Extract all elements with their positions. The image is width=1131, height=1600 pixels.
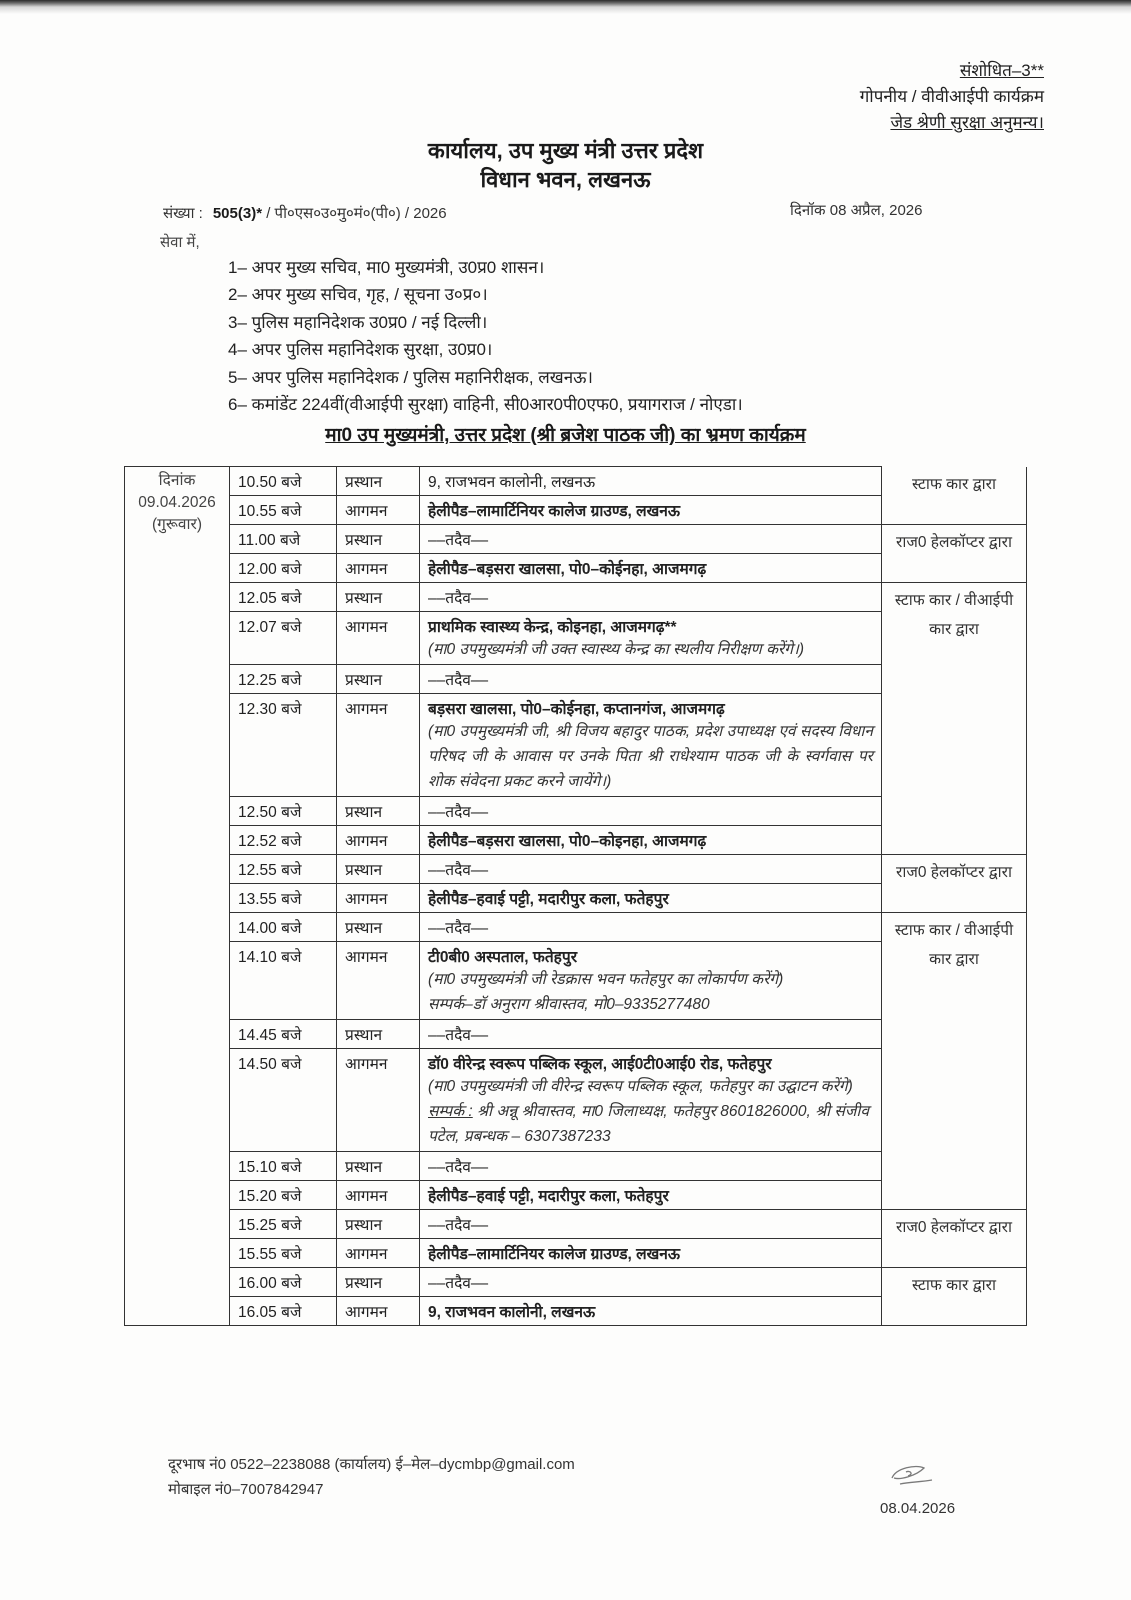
movement-type-cell: आगमन	[337, 554, 420, 583]
program-note: (मा0 उपमुख्यमंत्री जी उक्त स्वास्थ्य केन्द्र का स्थलीय निरीक्षण करेंगे।)	[428, 641, 805, 658]
schedule-table	[124, 466, 1027, 1326]
place-name: ––तदैव––	[428, 920, 489, 937]
place-cell	[420, 913, 882, 942]
movement-type-cell: प्रस्थान	[337, 855, 420, 884]
place-cell	[420, 1152, 882, 1181]
schedule-row	[125, 1268, 1027, 1297]
time-cell: 15.55 बजे	[230, 1239, 337, 1268]
place-cell	[420, 855, 882, 884]
movement-type-cell: प्रस्थान	[337, 525, 420, 554]
place-cell	[420, 583, 882, 612]
movement-type-cell: आगमन	[337, 826, 420, 855]
schedule-row	[125, 1210, 1027, 1239]
visit-day: (गुरूवार)	[151, 516, 203, 533]
place-cell	[420, 1239, 882, 1268]
place-cell	[420, 665, 882, 694]
letter-date: दिनॉक 08 अप्रैल, 2026	[790, 202, 923, 219]
movement-type-cell: प्रस्थान	[337, 1268, 420, 1297]
reference-code: / पी०एस०उ०मु०मं०(पी०) / 2026	[262, 205, 447, 222]
time-cell: 16.00 बजे	[230, 1268, 337, 1297]
recipient-item: 4– अपर पुलिस महानिदेशक सुरक्षा, उ0प्र0।	[228, 340, 493, 360]
place-name: ––तदैव––	[428, 590, 489, 607]
place-cell	[420, 942, 882, 1020]
recipient-item: 6– कमांडेंट 224वीं(वीआईपी सुरक्षा) वाहिनी, सी0आर0पी0एफ0, प्रयागराज / नोएडा।	[228, 395, 743, 415]
contact-text: सम्पर्क–डॉ अनुराग श्रीवास्तव, मो0–9335277480	[428, 996, 710, 1013]
place-cell	[420, 694, 882, 797]
movement-type-cell: आगमन	[337, 612, 420, 665]
reference-label: संख्या :	[163, 205, 203, 222]
time-cell: 11.00 बजे	[230, 525, 337, 554]
time-cell: 14.00 बजे	[230, 913, 337, 942]
transport-mode-cell: राज0 हेलकॉप्टर द्वारा	[882, 1210, 1027, 1268]
place-name: हेलीपैड–हवाई पट्टी, मदारीपुर कला, फतेहपुर	[428, 891, 669, 908]
transport-mode-cell: स्टाफ कार / वीआईपी कार द्वारा	[882, 583, 1027, 855]
time-cell: 12.07 बजे	[230, 612, 337, 665]
place-name: ––तदैव––	[428, 672, 489, 689]
movement-type-cell: आगमन	[337, 884, 420, 913]
place-cell	[420, 797, 882, 826]
office-address: विधान भवन, लखनऊ	[480, 167, 651, 192]
visit-date: 09.04.2026	[138, 494, 216, 511]
place-cell	[420, 467, 882, 496]
place-cell	[420, 826, 882, 855]
place-name: हेलीपैड–बड़सरा खालसा, पो0–कोइनहा, आजमगढ़	[428, 833, 707, 850]
schedule-row	[125, 467, 1027, 496]
time-cell: 14.10 बजे	[230, 942, 337, 1020]
office-title: कार्यालय, उप मुख्य मंत्री उत्तर प्रदेश	[427, 138, 704, 163]
place-name: ––तदैव––	[428, 532, 489, 549]
transport-mode-cell: स्टाफ कार द्वारा	[882, 467, 1027, 525]
contact-label: सम्पर्क :	[428, 1103, 473, 1120]
place-name: प्राथमिक स्वास्थ्य केन्द्र, कोइनहा, आजमगढ़**	[428, 619, 677, 636]
place-name: हेलीपैड–बड़सरा खालसा, पो0–कोईनहा, आजमगढ़	[428, 561, 707, 578]
signature-date: 08.04.2026	[880, 1500, 956, 1517]
movement-type-cell: आगमन	[337, 1181, 420, 1210]
security-category: जेड श्रेणी सुरक्षा अनुमन्य।	[890, 113, 1044, 132]
place-cell	[420, 496, 882, 525]
time-cell: 15.10 बजे	[230, 1152, 337, 1181]
movement-type-cell: प्रस्थान	[337, 797, 420, 826]
place-name: टी0बी0 अस्पताल, फतेहपुर	[428, 949, 578, 966]
place-name: हेलीपैड–हवाई पट्टी, मदारीपुर कला, फतेहपुर	[428, 1188, 669, 1205]
footer-contacts	[168, 1452, 575, 1502]
movement-type-cell: प्रस्थान	[337, 1210, 420, 1239]
time-cell: 12.25 बजे	[230, 665, 337, 694]
movement-type-cell: आगमन	[337, 1239, 420, 1268]
time-cell: 12.50 बजे	[230, 797, 337, 826]
recipient-list	[228, 254, 743, 418]
movement-type-cell: आगमन	[337, 1297, 420, 1326]
time-cell: 13.55 बजे	[230, 884, 337, 913]
reference-value: 505(3)*	[212, 205, 263, 222]
time-cell: 14.50 बजे	[230, 1049, 337, 1152]
classification-block	[860, 58, 1044, 136]
movement-type-cell: प्रस्थान	[337, 1152, 420, 1181]
schedule-row	[125, 855, 1027, 884]
movement-type-cell: आगमन	[337, 496, 420, 525]
place-name: ––तदैव––	[428, 1027, 489, 1044]
movement-type-cell: आगमन	[337, 1049, 420, 1152]
recipient-item: 3– पुलिस महानिदेशक उ0प्र0 / नई दिल्ली।	[228, 312, 488, 332]
movement-type-cell: आगमन	[337, 694, 420, 797]
time-cell: 15.20 बजे	[230, 1181, 337, 1210]
place-name: ––तदैव––	[428, 1275, 489, 1292]
schedule-row	[125, 525, 1027, 554]
recipient-item: 5– अपर पुलिस महानिदेशक / पुलिस महानिरीक्षक, लखनऊ।	[228, 367, 593, 387]
recipient-item: 2– अपर मुख्य सचिव, गृह, / सूचना उ०प्र०।	[228, 285, 488, 305]
place-cell	[420, 884, 882, 913]
place-name: बड़सरा खालसा, पो0–कोईनहा, कप्तानगंज, आजमगढ़	[428, 701, 725, 718]
salutation: सेवा में,	[160, 234, 200, 251]
scan-edge	[0, 0, 1131, 14]
place-cell	[420, 1268, 882, 1297]
place-name: हेलीपैड–लामार्टिनियर कालेज ग्राउण्ड, लखनऊ	[428, 503, 681, 520]
place-cell	[420, 525, 882, 554]
movement-type-cell: प्रस्थान	[337, 913, 420, 942]
schedule-row	[125, 913, 1027, 942]
classification-label: गोपनीय / वीवीआईपी कार्यक्रम	[859, 87, 1044, 106]
place-cell	[420, 554, 882, 583]
time-cell: 12.05 बजे	[230, 583, 337, 612]
schedule-row	[125, 583, 1027, 612]
place-cell	[420, 1020, 882, 1049]
place-name: ––तदैव––	[428, 804, 489, 821]
contact-text: श्री अन्नू श्रीवास्तव, मा0 जिलाध्यक्ष, फतेहपुर 8601826000, श्री संजीव पटेल, प्रबन्धक – 6307387233	[428, 1103, 870, 1145]
place-name: ––तदैव––	[428, 1159, 489, 1176]
place-cell	[420, 1210, 882, 1239]
time-cell: 16.05 बजे	[230, 1297, 337, 1326]
contact-info	[428, 1099, 873, 1149]
movement-type-cell: आगमन	[337, 942, 420, 1020]
place-cell	[420, 1297, 882, 1326]
place-name: ––तदैव––	[428, 1217, 489, 1234]
place-name: हेलीपैड–लामार्टिनियर कालेज ग्राउण्ड, लखनऊ	[428, 1246, 681, 1263]
place-name: 9, राजभवन कालोनी, लखनऊ	[428, 1304, 596, 1321]
transport-mode-cell: राज0 हेलकॉप्टर द्वारा	[882, 525, 1027, 583]
time-cell: 12.55 बजे	[230, 855, 337, 884]
place-name: ––तदैव––	[428, 862, 489, 879]
movement-type-cell: प्रस्थान	[337, 665, 420, 694]
signature-icon	[886, 1460, 936, 1492]
movement-type-cell: प्रस्थान	[337, 1020, 420, 1049]
contact-info	[428, 992, 873, 1017]
transport-mode-cell: राज0 हेलकॉप्टर द्वारा	[882, 855, 1027, 913]
mobile-number: मोबाइल नं0–7007842947	[168, 1481, 324, 1498]
visit-date-label: दिनांक	[158, 472, 196, 489]
program-note: (मा0 उपमुख्यमंत्री जी रेडक्रास भवन फतेहपुर का लोकार्पण करेंगे)	[428, 971, 784, 988]
place-cell	[420, 612, 882, 665]
transport-mode-cell: स्टाफ कार द्वारा	[882, 1268, 1027, 1326]
place-cell	[420, 1181, 882, 1210]
recipient-item: 1– अपर मुख्य सचिव, मा0 मुख्यमंत्री, उ0प्र0 शासन।	[228, 258, 545, 277]
program-note: (मा0 उपमुख्यमंत्री जी वीरेन्द्र स्वरूप पब्लिक स्कूल, फतेहपुर का उद्घाटन करेंगे)	[428, 1078, 853, 1095]
place-name: 9, राजभवन कालोनी, लखनऊ	[428, 474, 596, 491]
time-cell: 12.00 बजे	[230, 554, 337, 583]
time-cell: 12.52 बजे	[230, 826, 337, 855]
transport-mode-cell: स्टाफ कार / वीआईपी कार द्वारा	[882, 913, 1027, 1210]
time-cell: 12.30 बजे	[230, 694, 337, 797]
time-cell: 15.25 बजे	[230, 1210, 337, 1239]
subject-heading: मा0 उप मुख्यमंत्री, उत्तर प्रदेश (श्री ब्रजेश पाठक जी) का भ्रमण कार्यक्रम	[325, 425, 806, 446]
program-note: (मा0 उपमुख्यमंत्री जी, श्री विजय बहादुर पाठक, प्रदेश उपाध्यक्ष एवं सदस्य विधान परिषद जी के आवास पर उनके पिता श्री राधेश्याम पाठक जी के स्वर्गवास पर शोक संवेदना प्रकट करने जायेंगे।)	[428, 723, 873, 790]
place-name: डॉ0 वीरेन्द्र स्वरूप पब्लिक स्कूल, आई0टी0आई0 रोड, फतेहपुर	[428, 1056, 772, 1073]
time-cell: 14.45 बजे	[230, 1020, 337, 1049]
revision-mark: संशोधित–3**	[959, 61, 1044, 80]
movement-type-cell: प्रस्थान	[337, 583, 420, 612]
visit-date-cell	[125, 467, 230, 1326]
office-phone-email: दूरभाष नं0 0522–2238088 (कार्यालय) ई–मेल–dycmbp@gmail.com	[168, 1456, 575, 1473]
reference-number	[163, 203, 447, 223]
time-cell: 10.50 बजे	[230, 467, 337, 496]
time-cell: 10.55 बजे	[230, 496, 337, 525]
movement-type-cell: प्रस्थान	[337, 467, 420, 496]
place-cell	[420, 1049, 882, 1152]
